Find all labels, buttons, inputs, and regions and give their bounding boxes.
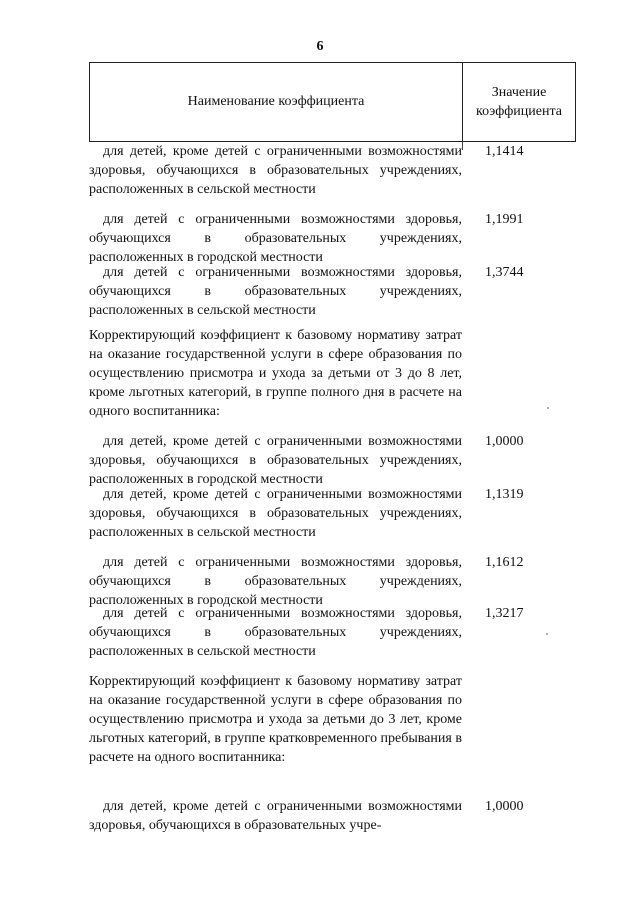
row-value: 1,3744 [485, 265, 524, 280]
row-value: 1,1319 [485, 487, 524, 502]
scan-mark [547, 407, 549, 409]
row-text: для детей с ограниченными возможностями здоровья, обучающихся в образовательных учреждениях, расположенных в сельской местности [89, 265, 462, 318]
row-text: для детей, кроме детей с ограниченными возможностями здоровья, обучающихся в образовательных учреждениях, расположенных в сельской местности [89, 144, 462, 197]
row-value: 1,1612 [485, 555, 524, 570]
row-text: для детей, кроме детей с ограниченными возможностями здоровья, обучающихся в образовательных учреждениях, расположенных в сельской местности [89, 487, 462, 540]
row-text: для детей с ограниченными возможностями здоровья, обучающихся в образовательных учреждениях, расположенных в городской местности [89, 555, 462, 608]
section-heading: Корректирующий коэффициент к базовому нормативу затрат на оказание государственной услуги в сфере образования по осуществлению присмотра и ухода за детьми от 3 до 8 лет, кроме льготных категорий, в группе полного дня в расчете на одного воспитанника: [89, 328, 462, 419]
row-value: 1,1991 [485, 212, 524, 227]
header-name-cell [90, 63, 462, 141]
row-value: 1,0000 [485, 434, 524, 449]
scan-mark [546, 633, 548, 635]
row-value: 1,0000 [485, 799, 524, 814]
header-value-label: Значение коэффициента [476, 85, 562, 119]
page-number: 6 [316, 39, 324, 54]
section-heading: Корректирующий коэффициент к базовому нормативу затрат на оказание государственной услуги в сфере образования по осуществлению присмотра и ухода за детьми до 3 лет, кроме льготных категорий, в группе кратковременного пребывания в расчете на одного воспитанника: [89, 674, 462, 765]
row-text: для детей, кроме детей с ограниченными возможностями здоровья, обучающихся в образовательных учреждениях, расположенных в городской местности [89, 434, 462, 487]
header-value-cell [463, 63, 575, 141]
row-value: 1,3217 [485, 606, 524, 621]
row-text: для детей с ограниченными возможностями здоровья, обучающихся в образовательных учреждениях, расположенных в сельской местности [89, 606, 462, 659]
column-divider [462, 142, 463, 150]
row-text: для детей с ограниченными возможностями здоровья, обучающихся в образовательных учреждениях, расположенных в городской местности [89, 212, 462, 265]
table-header [89, 62, 576, 142]
row-value: 1,1414 [485, 144, 524, 159]
header-name-label: Наименование коэффициента [187, 94, 365, 109]
row-text: для детей, кроме детей с ограниченными возможностями здоровья, обучающихся в образовательных учре- [89, 799, 462, 833]
